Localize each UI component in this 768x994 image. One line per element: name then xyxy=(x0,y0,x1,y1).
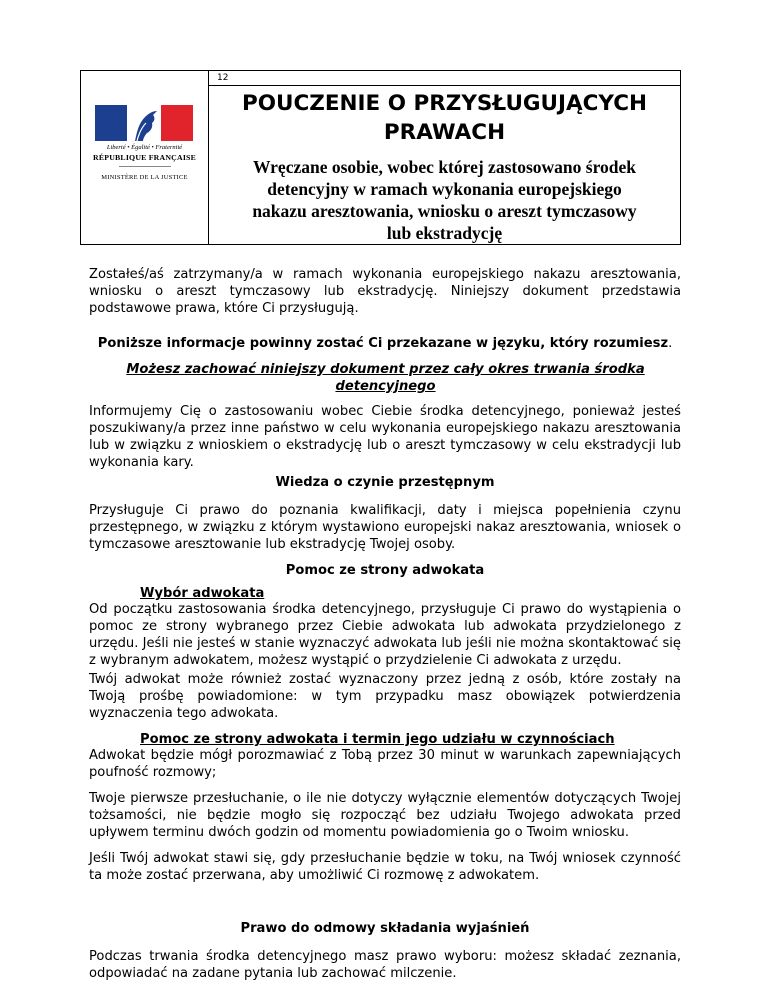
designate-paragraph: Twój adwokat może również zostać wyznaczony przez jedną z osób, które zostały na Twoją prośbę powiadomione: w tym przypadku masz obowiązek potwierdzenia wyznaczenia tego adwokata. xyxy=(89,672,681,721)
page-subtitle-line: lub ekstradycję xyxy=(386,223,503,243)
republic-name: RÉPUBLIQUE FRANÇAISE xyxy=(93,153,196,162)
silence-paragraph: Podczas trwania środka detencyjnego masz prawo wyboru: możesz składać zeznania, odpowiadać na zadane pytania lub zachować milczenie. xyxy=(89,949,681,981)
page-subtitle-line: detencyjny w ramach wykonania europejskiego xyxy=(267,179,622,199)
keep-document-note: Możesz zachować niniejszy dokument przez cały okres trwania środka detencyjnego xyxy=(126,362,645,394)
subheading-assist: Pomoc ze strony adwokata i termin jego udziału w czynnościach xyxy=(140,732,615,747)
page-number: 12 xyxy=(217,73,229,83)
subheading-choice: Wybór adwokata xyxy=(140,586,265,601)
header-divider xyxy=(209,85,680,86)
language-note-text: Poniższe informacje powinny zostać Ci przekazane w języku, który rozumiesz xyxy=(97,336,669,351)
flag-blue-band xyxy=(95,105,127,141)
section-heading-silence: Prawo do odmowy składania wyjaśnień xyxy=(240,921,530,936)
republic-motto: Liberté • Égalité • Fraternité xyxy=(106,144,183,151)
knowledge-paragraph: Przysługuje Ci prawo do poznania kwalifikacji, daty i miejsca popełnienia czynu przestępnego, w związku z którym wystawiono europejski nakaz aresztowania, wniosek o tymczasowe aresztowanie lub ekstradycję Twojej osoby. xyxy=(89,503,681,552)
french-flag-icon xyxy=(95,105,193,141)
page-subtitle-line: Wręczane osobie, wobec której zastosowano środek xyxy=(252,157,637,177)
hearing-paragraph: Twoje pierwsze przesłuchanie, o ile nie dotyczy wyłącznie elementów dotyczących Twojej tożsamości, nie będzie mogło się rozpocząć bez udziału Twojego adwokata przed upływem terminu dwóch godzin od momentu powiadomienia go o Twoim wniosku. xyxy=(89,791,681,840)
flag-red-band xyxy=(161,105,193,141)
arrive-paragraph: Jeśli Twój adwokat stawi się, gdy przesłuchanie będzie w toku, na Twój wniosek czynność ta może zostać przerwana, aby umożliwić Ci rozmowę z adwokatem. xyxy=(89,851,681,883)
ministry-logo xyxy=(81,71,209,244)
choice-paragraph: Od początku zastosowania środka detencyjnego, przysługuje Ci prawo do wystąpienia o pomoc ze strony wybranego przez Ciebie adwokata lub adwokata przydzielonego z urzędu. Jeśli nie jesteś w stanie wyznaczyć adwokata lub jeśli nie można skontaktować się z wybranym adwokatem, możesz wystąpić o przydzielenie Ci adwokata z urzędu. xyxy=(89,602,681,668)
document-header xyxy=(80,70,681,245)
assist-paragraph: Adwokat będzie mógł porozmawiać z Tobą przez 30 minut w warunkach zapewniających poufność rozmowy; xyxy=(89,748,681,780)
language-note xyxy=(89,335,681,352)
page-subtitle-line: nakazu aresztowania, wniosku o areszt tymczasowy xyxy=(252,201,637,221)
page-title-line: PRAWACH xyxy=(383,120,506,145)
header-title-cell xyxy=(209,71,680,244)
page-title-line: POUCZENIE O PRZYSŁUGUJĄCYCH xyxy=(241,91,648,116)
logo-divider xyxy=(119,166,171,167)
section-heading-lawyer: Pomoc ze strony adwokata xyxy=(285,563,485,578)
inform-paragraph: Informujemy Cię o zastosowaniu wobec Ciebie środka detencyjnego, ponieważ jesteś poszukiwany/a przez inne państwo w celu wykonania europejskiego nakazu aresztowania lub w związku z wnioskiem o ekstradycję lub o areszt tymczasowy w celu ekstradycji lub wykonania kary. xyxy=(89,404,681,470)
section-heading-knowledge: Wiedza o czynie przestępnym xyxy=(275,475,495,490)
language-note-period: . xyxy=(668,336,673,351)
ministry-name: MINISTÈRE DE LA JUSTICE xyxy=(101,174,188,181)
page-title xyxy=(209,89,680,147)
marianne-icon xyxy=(131,105,159,141)
intro-paragraph: Zostałeś/aś zatrzymany/a w ramach wykonania europejskiego nakazu aresztowania, wniosku o areszt tymczasowy lub ekstradycję. Niniejszy dokument przedstawia podstawowe prawa, które Ci przysługują. xyxy=(89,267,681,316)
page-subtitle xyxy=(209,156,680,244)
